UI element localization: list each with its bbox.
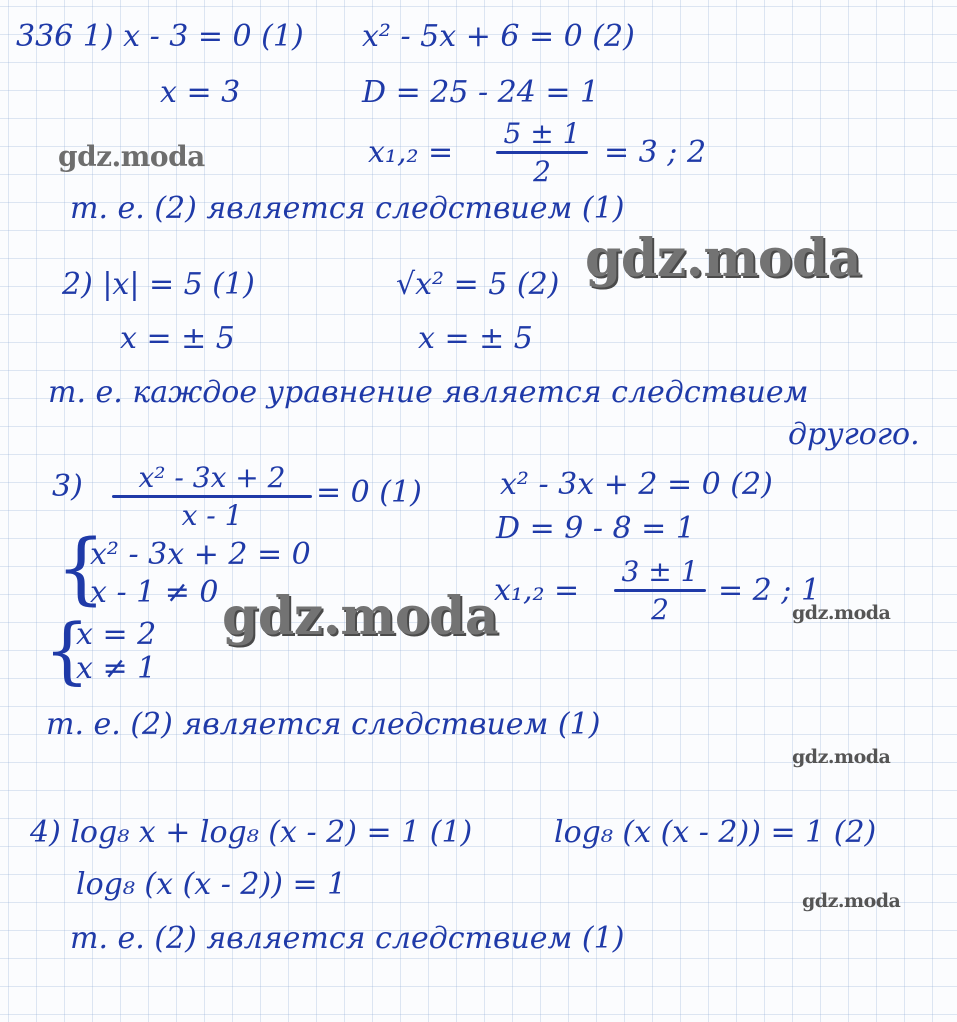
p2-line1-left: 2) |x| = 5 (1) <box>62 267 255 302</box>
p2-conclusion: т. е. каждое уравнение является следствием <box>48 375 809 410</box>
fraction-bar <box>112 495 312 498</box>
p3-roots-lhs: x₁,₂ = <box>494 573 580 608</box>
watermark: gdz.moda <box>792 746 891 768</box>
p3-roots-rhs: = 2 ; 1 <box>718 573 821 608</box>
fraction-bar <box>496 151 588 154</box>
p3-system1-line2: x - 1 ≠ 0 <box>90 575 219 610</box>
watermark: gdz.moda <box>802 890 901 912</box>
p2-conclusion-continued: другого. <box>788 417 920 452</box>
p2-line1-right: √x² = 5 (2) <box>396 267 560 302</box>
p2-line2-right: x = ± 5 <box>418 321 533 356</box>
p3-denominator: x - 1 <box>181 499 243 532</box>
p3-system2-line1: x = 2 <box>76 617 157 652</box>
system-brace: { <box>44 608 90 692</box>
p1-discriminant: D = 25 - 24 = 1 <box>362 75 600 110</box>
p2-line2-left: x = ± 5 <box>120 321 235 356</box>
p3-fraction <box>112 461 312 532</box>
p3-roots-numerator: 3 ± 1 <box>621 555 699 588</box>
p1-roots-fraction <box>496 117 588 188</box>
p3-numerator: x² - 3x + 2 <box>138 461 286 494</box>
p3-system2-line2: x ≠ 1 <box>76 651 157 686</box>
p3-discriminant: D = 9 - 8 = 1 <box>496 511 695 546</box>
fraction-bar <box>614 589 706 592</box>
p3-label: 3) <box>52 469 83 504</box>
p1-roots-numerator: 5 ± 1 <box>503 117 581 150</box>
p3-fraction-rhs: = 0 (1) <box>316 475 422 510</box>
watermark: gdz.moda <box>792 602 891 624</box>
p1-roots-rhs: = 3 ; 2 <box>604 135 707 170</box>
p3-conclusion: т. е. (2) является следствием (1) <box>46 707 601 742</box>
p3-roots-fraction <box>614 555 706 626</box>
watermark: gdz.moda <box>58 140 205 173</box>
p4-line1-left: 4) log₈ x + log₈ (x - 2) = 1 (1) <box>30 815 473 850</box>
system-brace: { <box>56 524 106 614</box>
p1-conclusion: т. е. (2) является следствием (1) <box>70 191 625 226</box>
watermark: gdz.moda <box>222 586 499 647</box>
p4-line1-right: log₈ (x (x - 2)) = 1 (2) <box>554 815 877 850</box>
p3-equation-2: x² - 3x + 2 = 0 (2) <box>500 467 773 502</box>
p4-line2: log₈ (x (x - 2)) = 1 <box>76 867 347 902</box>
p3-system1-line1: x² - 3x + 2 = 0 <box>90 537 311 572</box>
p1-line1-left: 336 1) x - 3 = 0 (1) <box>16 19 304 54</box>
watermark: gdz.moda <box>585 228 862 289</box>
p1-line1-right: x² - 5x + 6 = 0 (2) <box>362 19 635 54</box>
p3-roots-denominator: 2 <box>651 593 669 626</box>
p1-roots-lhs: x₁,₂ = <box>368 135 454 170</box>
p1-roots-denominator: 2 <box>533 155 551 188</box>
p1-line2-left: x = 3 <box>160 75 241 110</box>
p4-conclusion: т. е. (2) является следствием (1) <box>70 921 625 956</box>
